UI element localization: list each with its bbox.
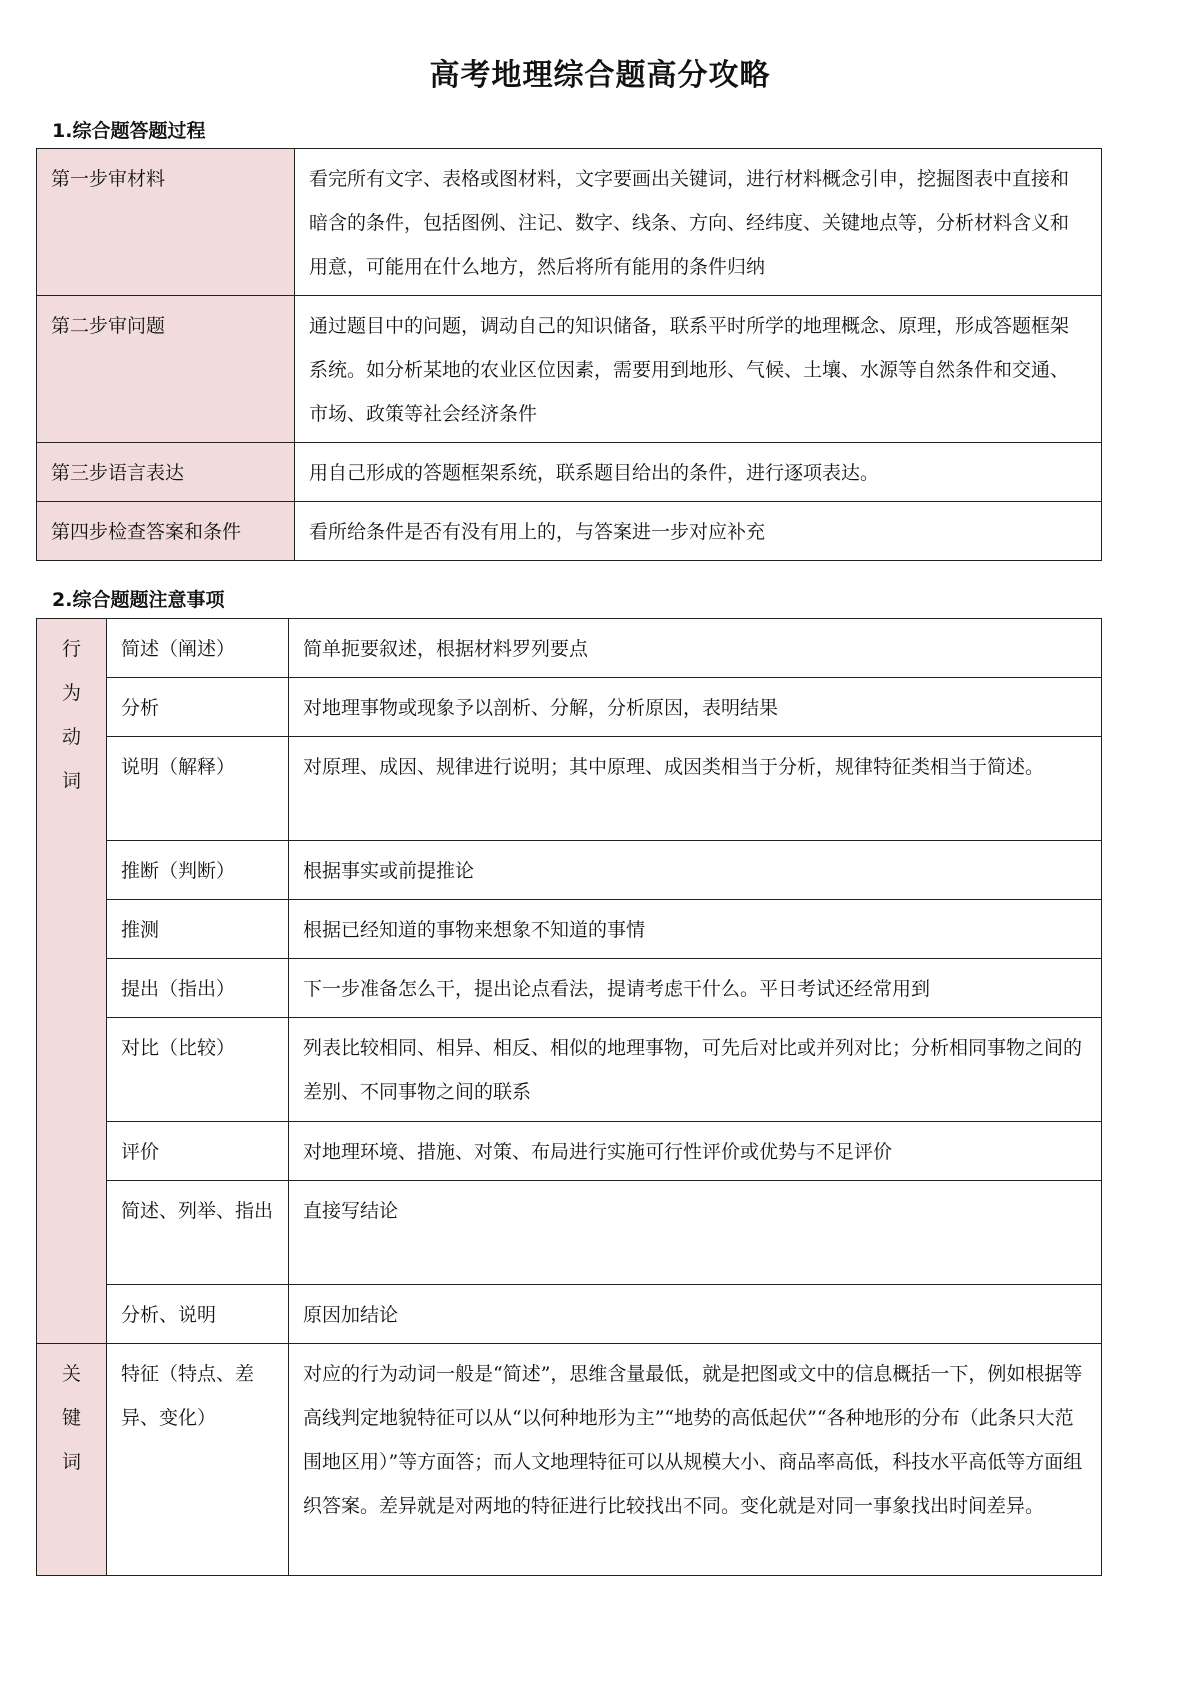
term-cell: 说明（解释） (107, 737, 289, 841)
table-row (37, 149, 1102, 296)
step-label: 第一步审材料 (37, 149, 295, 296)
category-action-verbs: 行 为 动 词 (37, 619, 107, 1344)
description-cell: 根据已经知道的事物来想象不知道的事情 (289, 900, 1102, 959)
table-row (37, 678, 1102, 737)
term-cell: 分析 (107, 678, 289, 737)
description-cell: 对原理、成因、规律进行说明；其中原理、成因类相当于分析，规律特征类相当于简述。 (289, 737, 1102, 841)
table-row (37, 841, 1102, 900)
table-row (37, 959, 1102, 1018)
table-row (37, 619, 1102, 678)
term-cell: 推测 (107, 900, 289, 959)
category-keywords: 关 键 词 (37, 1344, 107, 1576)
table-row (37, 1344, 1102, 1576)
section2-heading: 2.综合题题注意事项 (52, 589, 225, 611)
table-row (37, 737, 1102, 841)
description-cell: 根据事实或前提推论 (289, 841, 1102, 900)
term-cell: 评价 (107, 1122, 289, 1181)
description-cell: 对应的行为动词一般是“简述”，思维含量最低，就是把图或文中的信息概括一下，例如根据等高线判定地貌特征可以从“以何种地形为主”“地势的高低起伏”“各种地形的分布（此条只大范围地区用）”等方面答；而人文地理特征可以从规模大小、商品率高低，科技水平高低等方面组织答案。差异就是对两地的特征进行比较找出不同。变化就是对同一事象找出时间差异。 (289, 1344, 1102, 1576)
term-cell: 对比（比较） (107, 1018, 289, 1122)
table-row (37, 1181, 1102, 1285)
description-cell: 对地理环境、措施、对策、布局进行实施可行性评价或优势与不足评价 (289, 1122, 1102, 1181)
table-row (37, 1018, 1102, 1122)
step-label: 第三步语言表达 (37, 443, 295, 502)
term-cell: 分析、说明 (107, 1285, 289, 1344)
step-label: 第二步审问题 (37, 296, 295, 443)
description-cell: 对地理事物或现象予以剖析、分解，分析原因，表明结果 (289, 678, 1102, 737)
step-description: 通过题目中的问题，调动自己的知识储备，联系平时所学的地理概念、原理，形成答题框架系统。如分析某地的农业区位因素，需要用到地形、气候、土壤、水源等自然条件和交通、市场、政策等社会经济条件 (295, 296, 1102, 443)
description-cell: 简单扼要叙述，根据材料罗列要点 (289, 619, 1102, 678)
step-description: 用自己形成的答题框架系统，联系题目给出的条件，进行逐项表达。 (295, 443, 1102, 502)
page-title: 高考地理综合题高分攻略 (429, 58, 771, 93)
table-row (37, 1122, 1102, 1181)
notes-table (36, 618, 1102, 1576)
term-cell: 提出（指出） (107, 959, 289, 1018)
table-row (37, 900, 1102, 959)
section1-heading: 1.综合题答题过程 (52, 120, 206, 142)
step-description: 看所给条件是否有没有用上的，与答案进一步对应补充 (295, 502, 1102, 561)
description-cell: 原因加结论 (289, 1285, 1102, 1344)
description-cell: 直接写结论 (289, 1181, 1102, 1285)
table-row (37, 1285, 1102, 1344)
description-cell: 列表比较相同、相异、相反、相似的地理事物，可先后对比或并列对比；分析相同事物之间的差别、不同事物之间的联系 (289, 1018, 1102, 1122)
description-cell: 下一步准备怎么干，提出论点看法，提请考虑干什么。平日考试还经常用到 (289, 959, 1102, 1018)
step-description: 看完所有文字、表格或图材料，文字要画出关键词，进行材料概念引申，挖掘图表中直接和暗含的条件，包括图例、注记、数字、线条、方向、经纬度、关键地点等，分析材料含义和用意，可能用在什么地方，然后将所有能用的条件归纳 (295, 149, 1102, 296)
table-row (37, 443, 1102, 502)
table-row (37, 296, 1102, 443)
term-cell: 推断（判断） (107, 841, 289, 900)
term-cell: 特征（特点、差异、变化） (107, 1344, 289, 1576)
term-cell: 简述、列举、指出 (107, 1181, 289, 1285)
answer-process-table (36, 148, 1102, 561)
table-row (37, 502, 1102, 561)
step-label: 第四步检查答案和条件 (37, 502, 295, 561)
term-cell: 简述（阐述） (107, 619, 289, 678)
